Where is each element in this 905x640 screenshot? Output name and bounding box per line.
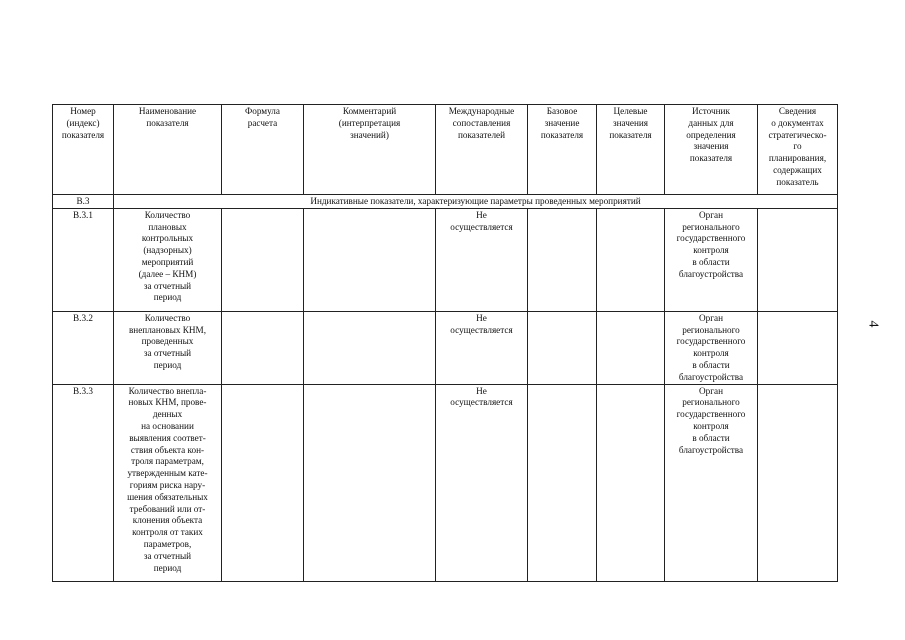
header-international: Международные сопоставления показателей bbox=[436, 105, 528, 195]
row-name: Количество внеплановых КНМ, проведенных за отчетный период bbox=[114, 311, 222, 384]
row-formula bbox=[222, 311, 304, 384]
row-docs bbox=[758, 208, 838, 311]
indicators-table bbox=[52, 104, 838, 582]
row-international: Не осуществляется bbox=[436, 311, 528, 384]
table-row bbox=[53, 311, 838, 384]
table-row bbox=[53, 208, 838, 311]
table-row bbox=[53, 384, 838, 581]
row-base bbox=[528, 208, 597, 311]
row-target bbox=[597, 311, 665, 384]
row-formula bbox=[222, 208, 304, 311]
row-docs bbox=[758, 311, 838, 384]
header-formula: Формула расчета bbox=[222, 105, 304, 195]
row-international: Не осуществляется bbox=[436, 384, 528, 581]
header-row bbox=[53, 105, 838, 195]
header-source: Источник данных для определения значения показателя bbox=[665, 105, 758, 195]
row-code: В.3.2 bbox=[53, 311, 114, 384]
header-docs: Сведения о документах стратегическо- го планирования, содержащих показатель bbox=[758, 105, 838, 195]
row-docs bbox=[758, 384, 838, 581]
row-comment bbox=[304, 208, 436, 311]
row-source: Орган регионального государственного контроля в области благоустройства bbox=[665, 384, 758, 581]
row-code: В.3.3 bbox=[53, 384, 114, 581]
row-name: Количество плановых контрольных (надзорных) мероприятий (далее – КНМ) за отчетный период bbox=[114, 208, 222, 311]
row-comment bbox=[304, 311, 436, 384]
row-name: Количество внепла- новых КНМ, прове- денных на основании выявления соответ- ствия объекта кон- троля параметрам, утвержденным кате- гориям риска нару- шения обязательных требований или от- клонения объекта контроля от таких параметров, за отчетный период bbox=[114, 384, 222, 581]
header-target: Целевые значения показателя bbox=[597, 105, 665, 195]
row-source: Орган регионального государственного контроля в области благоустройства bbox=[665, 208, 758, 311]
row-base bbox=[528, 311, 597, 384]
header-comment: Комментарий (интерпретация значений) bbox=[304, 105, 436, 195]
row-international: Не осуществляется bbox=[436, 208, 528, 311]
page-number: 4 bbox=[865, 320, 881, 328]
header-index: Номер (индекс) показателя bbox=[53, 105, 114, 195]
row-source: Орган регионального государственного контроля в области благоустройства bbox=[665, 311, 758, 384]
section-code: В.3 bbox=[53, 195, 114, 209]
header-base: Базовое значение показателя bbox=[528, 105, 597, 195]
section-row bbox=[53, 195, 838, 209]
header-name: Наименование показателя bbox=[114, 105, 222, 195]
row-code: В.3.1 bbox=[53, 208, 114, 311]
row-target bbox=[597, 208, 665, 311]
section-title: Индикативные показатели, характеризующие параметры проведенных мероприятий bbox=[114, 195, 838, 209]
row-base bbox=[528, 384, 597, 581]
row-target bbox=[597, 384, 665, 581]
row-formula bbox=[222, 384, 304, 581]
row-comment bbox=[304, 384, 436, 581]
